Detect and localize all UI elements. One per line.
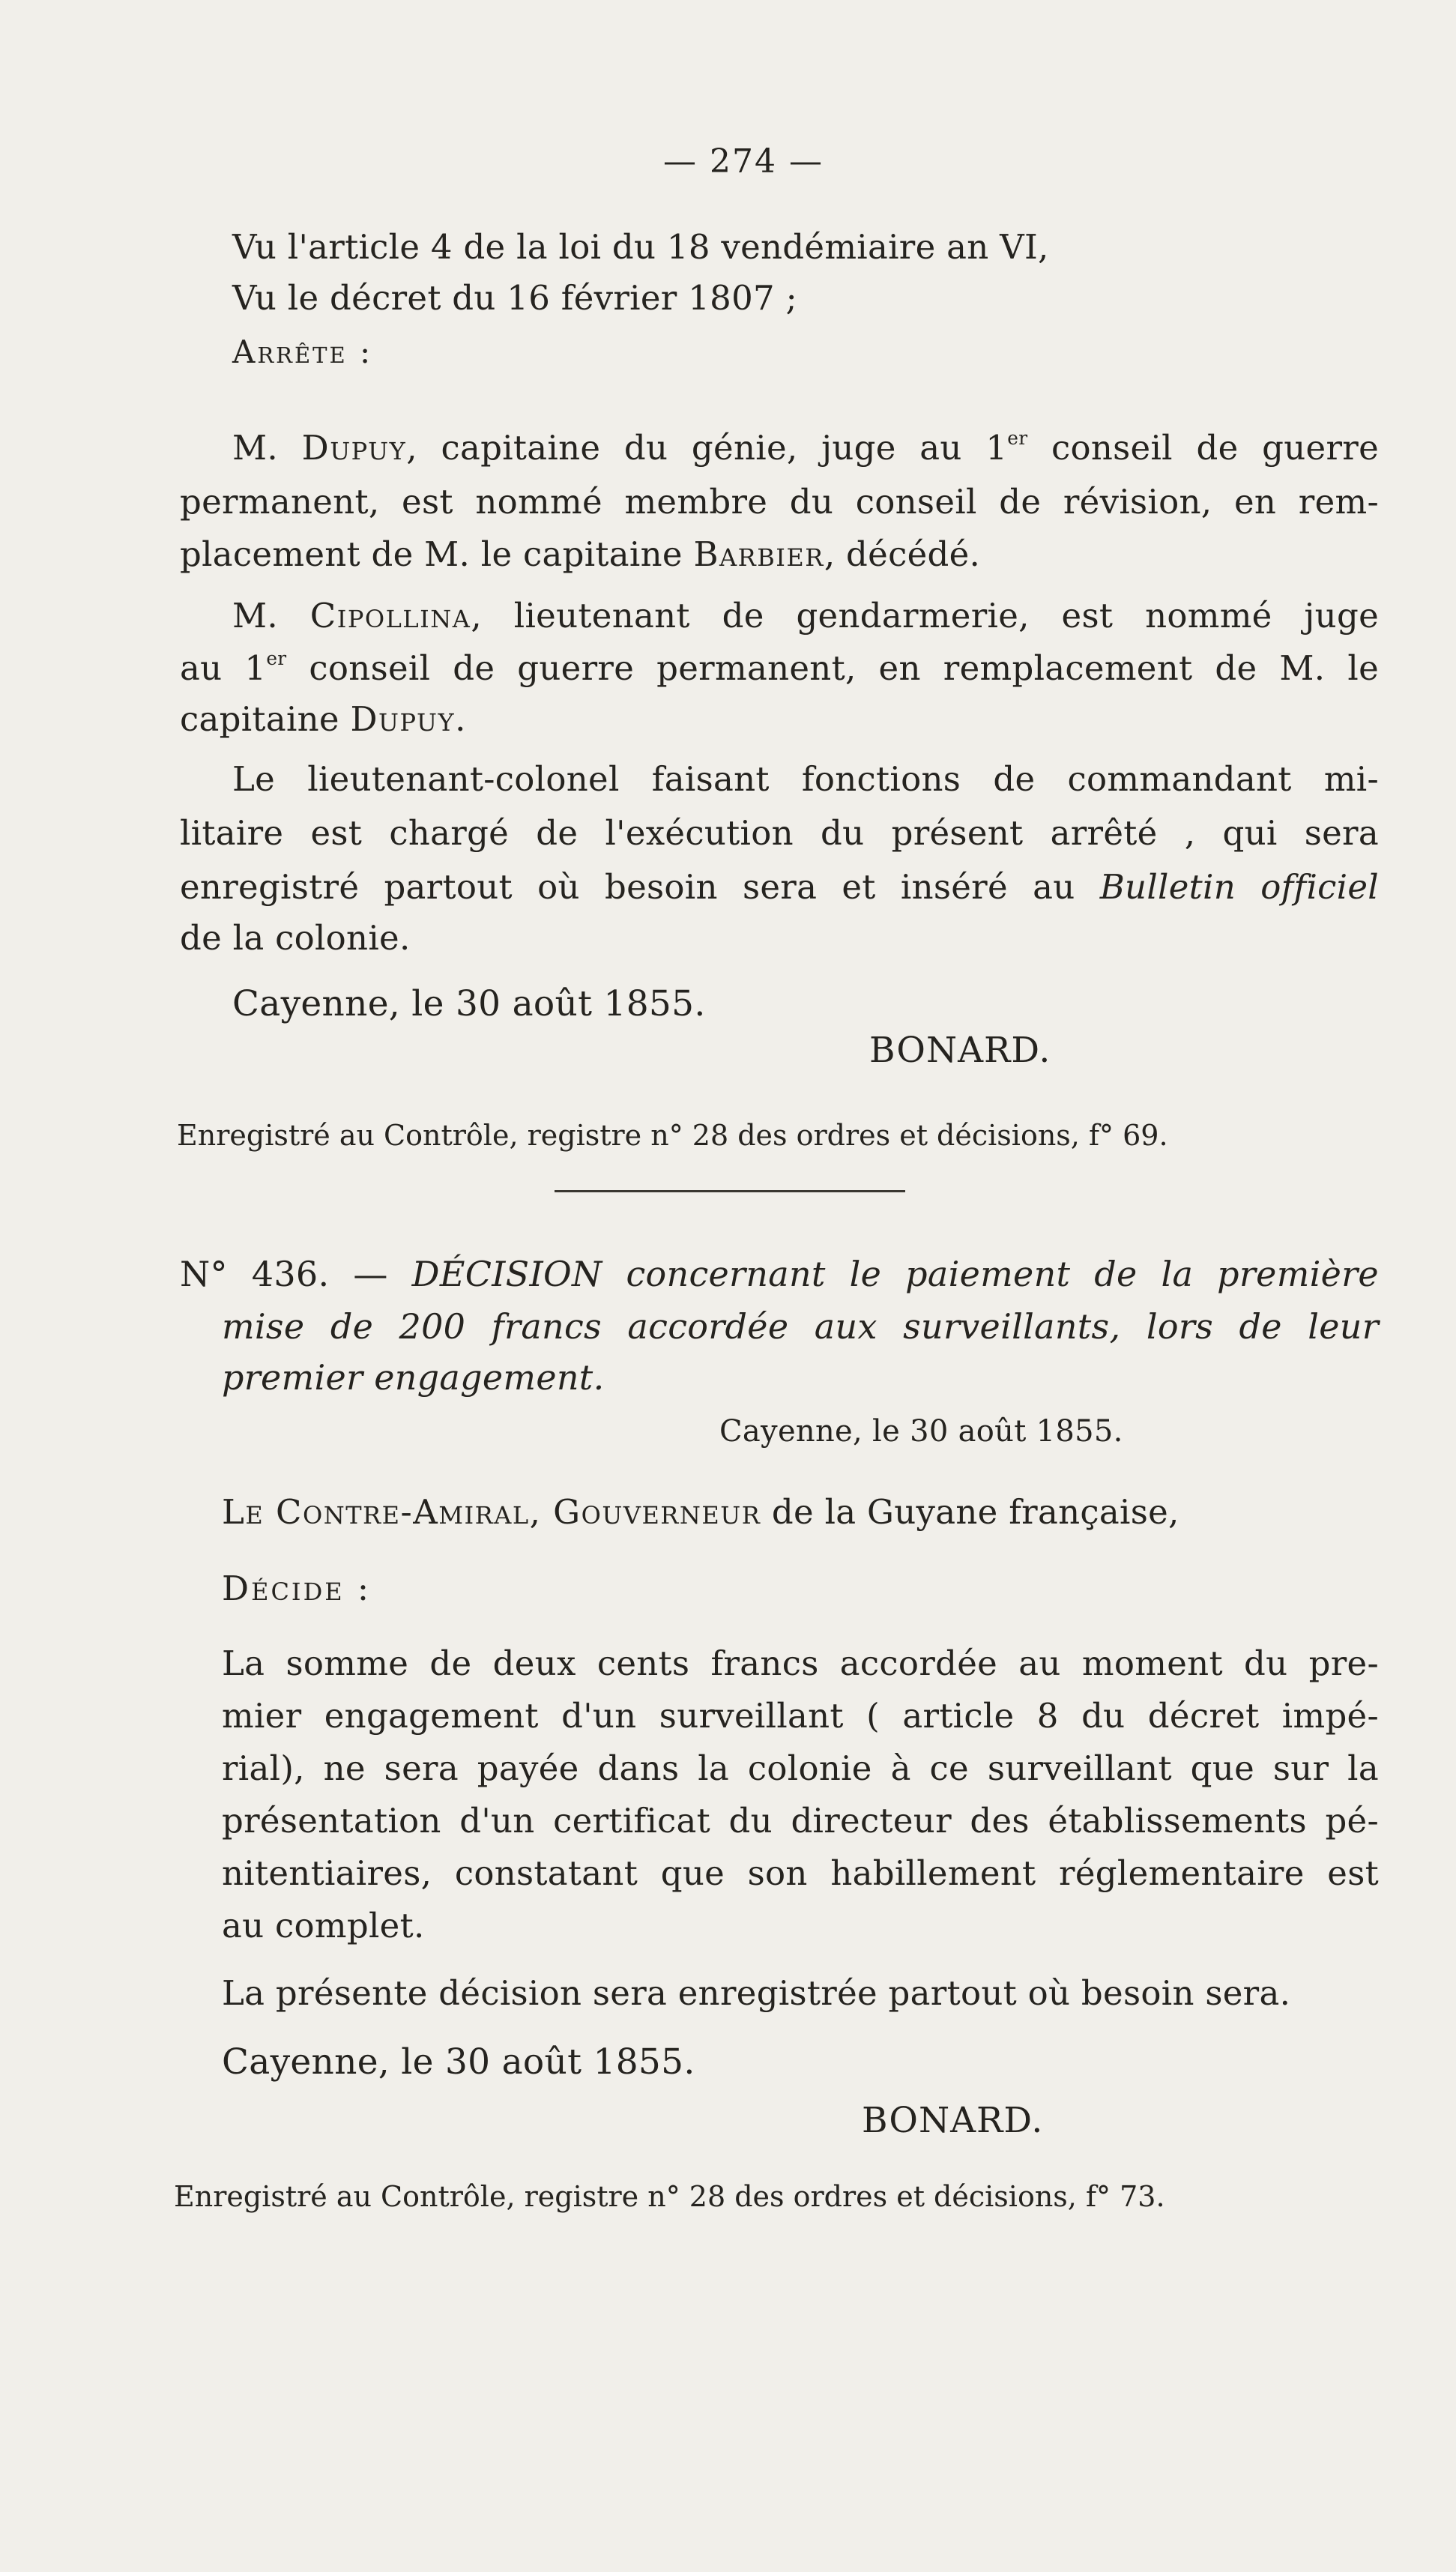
- decision-dateline: Cayenne, le 30 août 1855.: [719, 1414, 1123, 1449]
- name-dupuy-2: Dupuy: [350, 699, 456, 739]
- body-line-2: mier engagement d'un surveillant ( article 8 du décret impé-: [222, 1696, 1379, 1736]
- name-cipollina: Cipollina: [309, 596, 471, 636]
- para1-line-3: placement de M. le capitaine Barbier, décédé.: [180, 534, 981, 574]
- body-line-6: au complet.: [222, 1906, 425, 1945]
- name-barbier: Barbier: [693, 534, 824, 574]
- decision-title-line-3: premier engagement.: [222, 1357, 605, 1398]
- issuer-line: Le Contre-Amiral, Gouverneur de la Guyane française,: [222, 1492, 1179, 1532]
- decision-number: N° 436.: [180, 1254, 330, 1294]
- para3-line-1: Le lieutenant-colonel faisant fonctions de commandant mi-: [232, 759, 1379, 799]
- decision-title: DÉCISION concernant le paiement de la première: [411, 1254, 1379, 1294]
- para1-line-2: permanent, est nommé membre du conseil de révision, en rem-: [180, 482, 1379, 522]
- page-number: — 274 —: [663, 142, 824, 181]
- registration-436: Enregistré au Contrôle, registre n° 28 des ordres et décisions, f° 73.: [174, 2180, 1165, 2213]
- bulletin-officiel: Bulletin officiel: [1099, 867, 1380, 907]
- signature-436: BONARD.: [862, 2100, 1044, 2141]
- closing-line: La présente décision sera enregistrée partout où besoin sera.: [222, 1973, 1291, 2013]
- body-line-1: La somme de deux cents francs accordée au moment du pre-: [222, 1643, 1379, 1683]
- body-line-5: nitentiaires, constatant que son habillement réglementaire est: [222, 1853, 1379, 1893]
- para2-line-1: M. Cipollina, lieutenant de gendarmerie, est nommé juge: [232, 596, 1379, 636]
- separator-rule: [555, 1190, 905, 1192]
- signature-prev: BONARD.: [869, 1030, 1051, 1071]
- para3-line-2: litaire est chargé de l'exécution du présent arrêté , qui sera: [180, 813, 1379, 853]
- vu-line-1: Vu l'article 4 de la loi du 18 vendémiaire an VI,: [232, 227, 1049, 267]
- para2-line-2: au 1er conseil de guerre permanent, en remplacement de M. le: [180, 647, 1379, 688]
- registration-prev: Enregistré au Contrôle, registre n° 28 des ordres et décisions, f° 69.: [177, 1119, 1168, 1152]
- para1-line-1: M. Dupuy, capitaine du génie, juge au 1er conseil de guerre: [232, 427, 1379, 468]
- para3-line-4: de la colonie.: [180, 918, 411, 958]
- decision-title-line-1: N° 436. — DÉCISION concernant le paiement de la première: [180, 1254, 1379, 1294]
- place-date-436: Cayenne, le 30 août 1855.: [222, 2041, 695, 2083]
- vu-line-2: Vu le décret du 16 février 1807 ;: [232, 278, 798, 318]
- body-line-3: rial), ne sera payée dans la colonie à ce surveillant que sur la: [222, 1748, 1379, 1788]
- para3-line-3: enregistré partout où besoin sera et inséré au Bulletin officiel: [180, 867, 1380, 907]
- issuer-title: Le Contre-Amiral, Gouverneur: [222, 1492, 761, 1532]
- para2-line-3: capitaine Dupuy.: [180, 699, 466, 739]
- body-line-4: présentation d'un certificat du directeur des établissements pé-: [222, 1801, 1379, 1841]
- decide-label: Décide :: [222, 1569, 372, 1608]
- place-date-prev: Cayenne, le 30 août 1855.: [232, 983, 706, 1024]
- arrete-label: Arrête :: [232, 333, 373, 370]
- name-dupuy: Dupuy: [301, 428, 407, 468]
- decision-title-line-2: mise de 200 francs accordée aux surveillants, lors de leur: [222, 1306, 1379, 1347]
